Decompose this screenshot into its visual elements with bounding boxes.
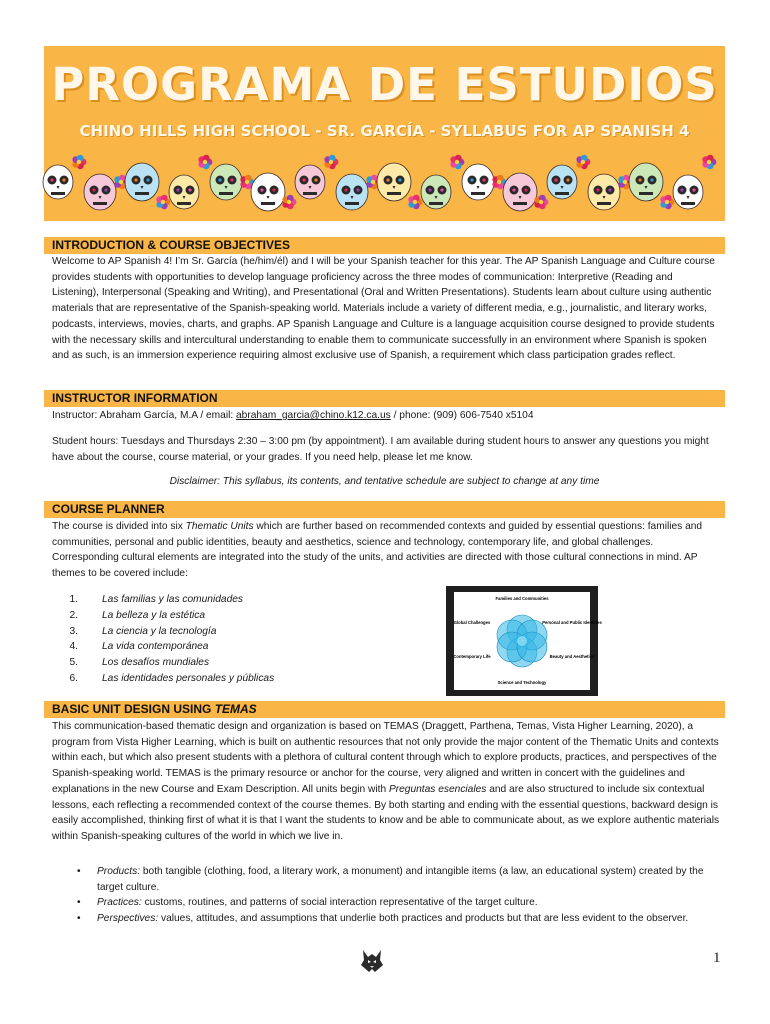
instructor-phone-text: / phone: (909) 606-7540 x5104 bbox=[390, 410, 534, 421]
list-item: 3. La ciencia y la tecnología bbox=[69, 625, 217, 637]
disclaimer-text: Disclaimer: This syllabus, its contents, and tentative schedule are subject to change at any time bbox=[169, 476, 600, 487]
temas-bullet-list bbox=[52, 864, 720, 927]
unit-design-paragraph bbox=[52, 719, 720, 845]
ap-themes-diagram bbox=[446, 586, 602, 696]
sugar-skull-illustration bbox=[44, 148, 725, 221]
thematic-units-list bbox=[52, 592, 274, 687]
page-number: 1 bbox=[713, 950, 721, 966]
themes-flower-graphic bbox=[453, 592, 602, 690]
section-heading-unit-design: BASIC UNIT DESIGN USING TEMAS bbox=[44, 701, 725, 718]
introduction-paragraph bbox=[52, 254, 720, 364]
diagram-label-left: Global Challenges bbox=[453, 620, 491, 625]
student-hours-text: Student hours: Tuesdays and Thursdays 2:30 – 3:00 pm (by appointment). I am available during student hours to answer any questions you might have about the course, course material, or your grades. If you need help, please let me know. bbox=[52, 436, 709, 463]
list-item: 4. La vida contemporánea bbox=[69, 641, 209, 653]
header-banner bbox=[44, 46, 725, 221]
list-item: 1. Las familias y las comunidades bbox=[69, 594, 243, 605]
diagram-label-right-low: Beauty and Aesthetics bbox=[549, 654, 595, 659]
list-item: • Products: both tangible (clothing, food, a literary work, a monument) and intangible items (a law, an educational system) created by the target culture. bbox=[77, 866, 704, 893]
introduction-text: Welcome to AP Spanish 4! I’m Sr. García (he/him/él) and I will be your Spanish teacher for this year. The AP Spanish Language and Culture course provides students with opportunities to develop language proficiency across the three modes of communication: Interpretive (Reading and Listening), Interpersonal (Speaking and Writing), and Presentational (Oral and Written Presentations). Students learn about culture using authentic materials that are representative of the Spanish-speaking world. Materials include a variety of different media, e.g., journalistic, and literary works, podcasts, interviews, movies, charts, and graphs. AP Spanish Language and Culture is a language acquisition course designed to provide students with the necessary skills and intercultural understanding to enable them to communicate successfully in an environment where Spanish is spoken and as such, is an immersion experience requiring almost exclusive use of Spanish, a requirement which class participation grades reflect. bbox=[52, 256, 715, 362]
instructor-contact-line bbox=[52, 408, 720, 424]
instructor-email-link[interactable]: abraham_garcia@chino.k12.ca.us bbox=[236, 410, 391, 421]
banner-subtitle: CHINO HILLS HIGH SCHOOL - SR. GARCÍA - SYLLABUS FOR AP SPANISH 4 bbox=[79, 122, 690, 140]
section-heading-instructor: INSTRUCTOR INFORMATION bbox=[44, 390, 725, 407]
diagram-label-top: Families and Communities bbox=[495, 596, 549, 601]
list-item: 5. Los desafíos mundiales bbox=[69, 657, 210, 669]
list-item: 2. La belleza y la estética bbox=[69, 609, 206, 621]
unit-design-text: This communication-based thematic design and organization is based on TEMAS (Draggett, Parthena, Temas, Vista Higher Learning, 2020), a program from Vista Higher Learning, which is built on authentic resources that not only provide the major content of the Thematic Units and contexts within each, but which also present students with a plethora of cultural content through which to explore products, practices, and perspectives of the Spanish-speaking world. TEMAS is the primary resource or anchor for the course, very aligned and written in concert with the guidelines and explanations in the new Course and Exam Description. All units begin with Preguntas esenciales and are also structured to include six contextual lessons, each reflecting a recommended context of the course themes. By both starting and ending with the essential questions, backward design is easily accomplished, thinking first of what it is that I want the students to know and be able to communicate about, as we explore authentic materials within Spanish-speaking cultures of the world in which we live in. bbox=[52, 721, 720, 842]
course-planner-text: The course is divided into six Thematic Units which are further based on recommended contexts and guided by essential questions: families and communities, personal and public identities, beauty and aesthetics, science and technology, contemporary life, and global challenges. Corresponding cultural elements are integrated into the study of the units, and activities are directed with those cultural connections in mind. AP themes to be covered include: bbox=[52, 521, 703, 580]
list-item: 6. Las identidades personales y públicas bbox=[69, 672, 275, 684]
wolf-mascot-icon bbox=[360, 948, 384, 974]
list-item: • Perspectives: values, attitudes, and assumptions that underlie both practices and products but that are less evident to the observer. bbox=[77, 913, 689, 925]
diagram-label-right: Personal and Public Identities bbox=[542, 620, 602, 625]
banner-title: PROGRAMA DE ESTUDIOS bbox=[51, 58, 718, 111]
diagram-label-left-low: Contemporary Life bbox=[453, 654, 491, 659]
course-planner-paragraph bbox=[52, 519, 720, 582]
section-heading-introduction: INTRODUCTION & COURSE OBJECTIVES bbox=[44, 237, 725, 254]
list-item: • Practices: customs, routines, and patterns of social interaction representative of the target culture. bbox=[77, 897, 538, 909]
student-hours-paragraph bbox=[52, 434, 720, 465]
section-heading-course-planner: COURSE PLANNER bbox=[44, 501, 725, 518]
instructor-name-text: Instructor: Abraham García, M.A / email: bbox=[52, 410, 237, 421]
diagram-label-bottom: Science and Technology bbox=[497, 680, 547, 685]
